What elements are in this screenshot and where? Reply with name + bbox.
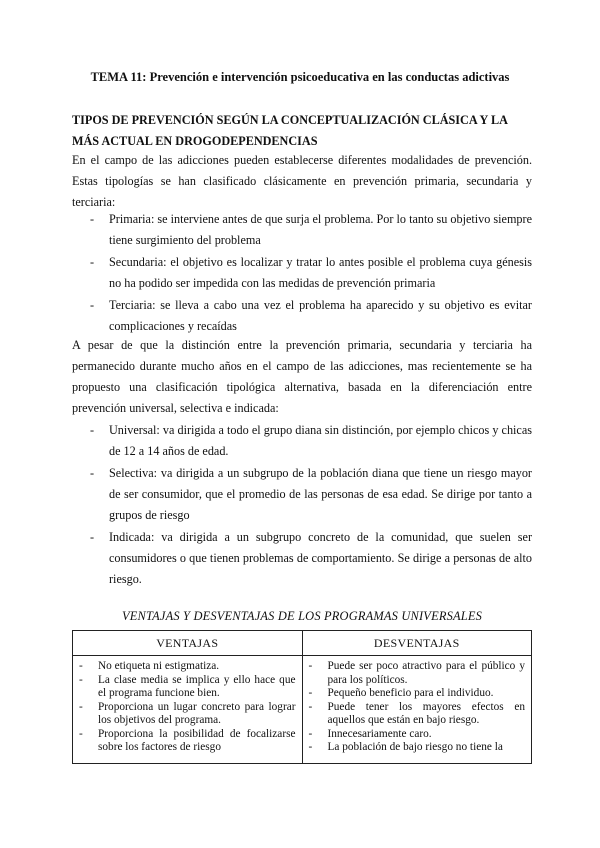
table-body-row [73,656,531,764]
bullet-dash: - [90,255,95,269]
alternative-prevention-list [72,420,532,591]
header-ventajas: VENTAJAS [73,631,303,655]
bullet-dash: - [90,466,95,480]
bullet-dash: - [308,727,313,740]
list-item [72,252,532,294]
list-item-text: Universal: va dirigida a todo el grupo diana sin distinción, por ejemplo chicos y chicas de 12 a 14 años de edad. [109,423,532,458]
alternative-paragraph: A pesar de que la distinción entre la prevención primaria, secundaria y terciaria ha permanecido durante mucho años en el campo de las adicciones, mas recientemente se ha propuesto una clasificación tipológica alternativa, basada en la diferenciación entre prevención universal, selectiva e indicada: [72,338,532,415]
table-caption: VENTAJAS Y DESVENTAJAS DE LOS PROGRAMAS UNIVERSALES [121,609,483,623]
document-title: TEMA 11: Prevención e intervención psicoeducativa en las conductas adictivas [90,70,510,84]
table-list-item [78,674,296,701]
bullet-dash: - [90,212,95,226]
table-list-item [308,728,526,742]
bullet-dash: - [308,660,313,672]
list-item-text: Selectiva: va dirigida a un subgrupo de la población diana que tiene un riesgo mayor de ser consumidor, que el promedio de las personas de esa edad. Se dirige por tanto a grupos de riesgo [109,466,532,522]
list-item-text: Secundaria: el objetivo es localizar y tratar lo antes posible el problema cuya génesis no ha podido ser impedida con las medidas de prevención primaria [109,255,532,290]
list-item-text: Primaria: se interviene antes de que surja el problema. Por lo tanto su objetivo siempre tiene surgimiento del problema [109,212,532,247]
bullet-dash: - [79,673,83,686]
bullet-dash: - [308,687,313,699]
list-item [72,295,532,337]
header-desventajas: DESVENTAJAS [373,636,460,650]
bullet-dash: - [90,298,95,312]
table-header-row [73,631,531,656]
intro-paragraph: En el campo de las adicciones pueden establecerse diferentes modalidades de prevención. Estas tipologías se han clasificado clásicamente en prevención primaria, secundaria y terciaria: [72,153,532,209]
list-item-text: Terciaria: se lleva a cabo una vez el problema ha aparecido y su objetivo es evitar complicaciones y recaídas [109,298,532,333]
table-item-text: Puede tener los mayores efectos en aquellos que están en bajo riesgo. [327,700,525,726]
section-heading: TIPOS DE PREVENCIÓN SEGÚN LA CONCEPTUALIZACIÓN CLÁSICA Y LA MÁS ACTUAL EN DROGODEPENDENCIAS [72,113,508,148]
table-item-text: No etiqueta ni estigmatiza. [98,660,220,672]
table-list-item [308,701,526,728]
bullet-dash: - [308,741,313,753]
table-list-item [308,741,526,755]
desventajas-cell [303,656,532,764]
bullet-dash: - [308,700,313,713]
list-item [72,420,532,462]
table-item-text: La clase media se implica y ello hace que el programa funcione bien. [98,673,296,699]
table-list-item [78,701,296,728]
classic-prevention-list [72,209,532,338]
list-item [72,209,532,251]
table-list-item [308,687,526,701]
bullet-dash: - [79,660,83,672]
list-item [72,527,532,590]
ventajas-cell [73,656,303,764]
table-list-item [308,660,526,687]
pros-cons-table [72,630,532,764]
table-item-text: Puede ser poco atractivo para el público y para los políticos. [327,660,525,686]
table-list-item [78,660,296,674]
list-item-text: Indicada: va dirigida a un subgrupo concreto de la comunidad, que suelen ser consumidores o que tienen problemas de comportamiento. Se dirige a personas de alto riesgo. [109,530,532,586]
list-item [72,463,532,526]
bullet-dash: - [79,727,83,740]
table-list-item [78,728,296,755]
table-item-text: Pequeño beneficio para el individuo. [327,687,494,699]
table-item-text: Proporciona un lugar concreto para lograr los objetivos del programa. [98,700,296,726]
table-item-text: Innecesariamente caro. [327,727,432,740]
bullet-dash: - [90,530,95,544]
bullet-dash: - [79,700,83,713]
bullet-dash: - [90,423,95,437]
table-item-text: Proporciona la posibilidad de focalizarse sobre los factores de riesgo [98,727,296,753]
table-item-text: La población de bajo riesgo no tiene la [327,741,503,753]
